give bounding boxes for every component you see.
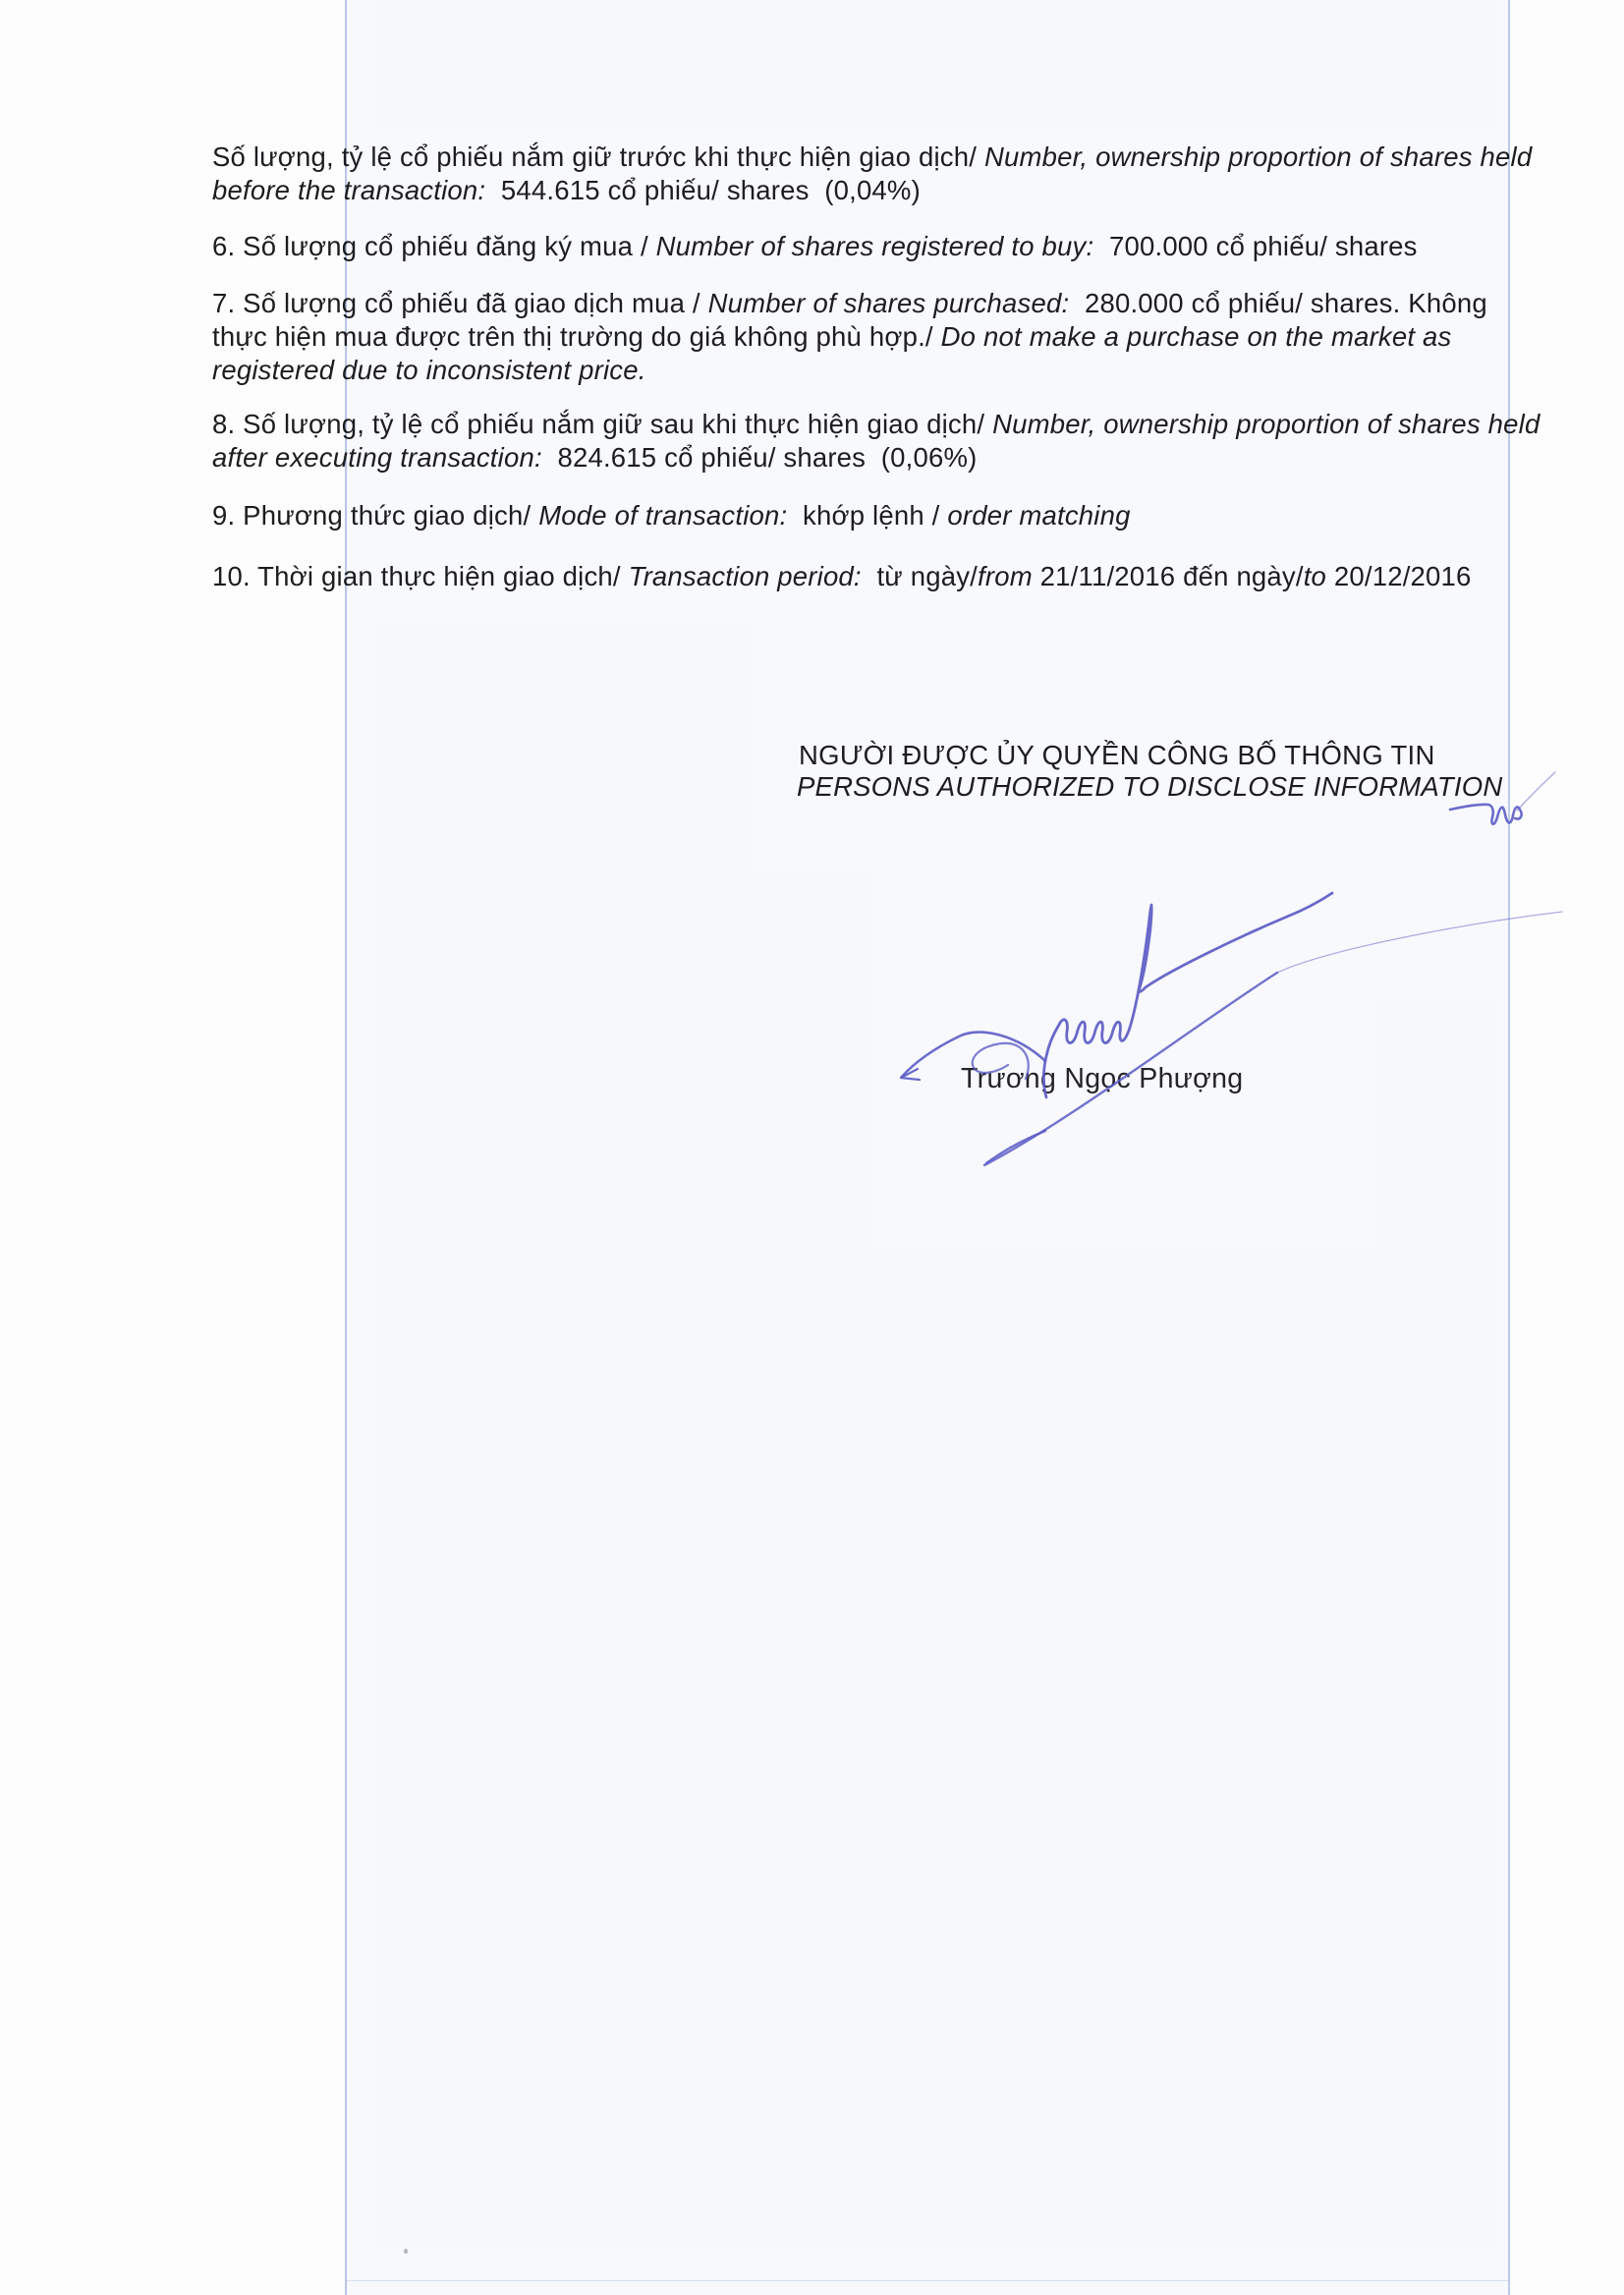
paragraph-item-9-mode-of-transaction: 9. Phương thức giao dịch/ Mode of transaction: khớp lệnh / order matching xyxy=(212,500,1131,531)
scan-edge-line-bottom xyxy=(346,2280,1509,2281)
signature-block-title-english: PERSONS AUTHORIZED TO DISCLOSE INFORMATION xyxy=(797,771,1503,802)
paragraph-item-7-shares-purchased: 7. Số lượng cổ phiếu đã giao dịch mua / Number of shares purchased: 280.000 cổ phiếu/ shares. Không thực hiện mua được trên thị trường do giá không phù hợp./ Do not make a purchase on the market as registered due to inconsistent price. xyxy=(212,288,1487,385)
paragraph-item-10-transaction-period: 10. Thời gian thực hiện giao dịch/ Transaction period: từ ngày/from 21/11/2016 đến ngày/to 20/12/2016 xyxy=(212,561,1472,591)
signature-block-title-vietnamese: NGƯỜI ĐƯỢC ỦY QUYỀN CÔNG BỐ THÔNG TIN xyxy=(799,740,1435,770)
paragraph-shares-held-before-transaction: Số lượng, tỷ lệ cổ phiếu nắm giữ trước khi thực hiện giao dịch/ Number, ownership proportion of shares held before the transaction: 544.615 cổ phiếu/ shares (0,04%) xyxy=(212,141,1533,205)
scan-speck xyxy=(404,2249,408,2254)
paragraph-item-8-shares-held-after-transaction: 8. Số lượng, tỷ lệ cổ phiếu nắm giữ sau khi thực hiện giao dịch/ Number, ownership proportion of shares held after executing transaction: 824.615 cổ phiếu/ shares (0,06%) xyxy=(212,409,1540,473)
paragraph-item-6-shares-registered-to-buy: 6. Số lượng cổ phiếu đăng ký mua / Number of shares registered to buy: 700.000 cổ phiếu/ shares xyxy=(212,231,1418,261)
signer-name: Trương Ngọc Phượng xyxy=(961,1063,1244,1094)
